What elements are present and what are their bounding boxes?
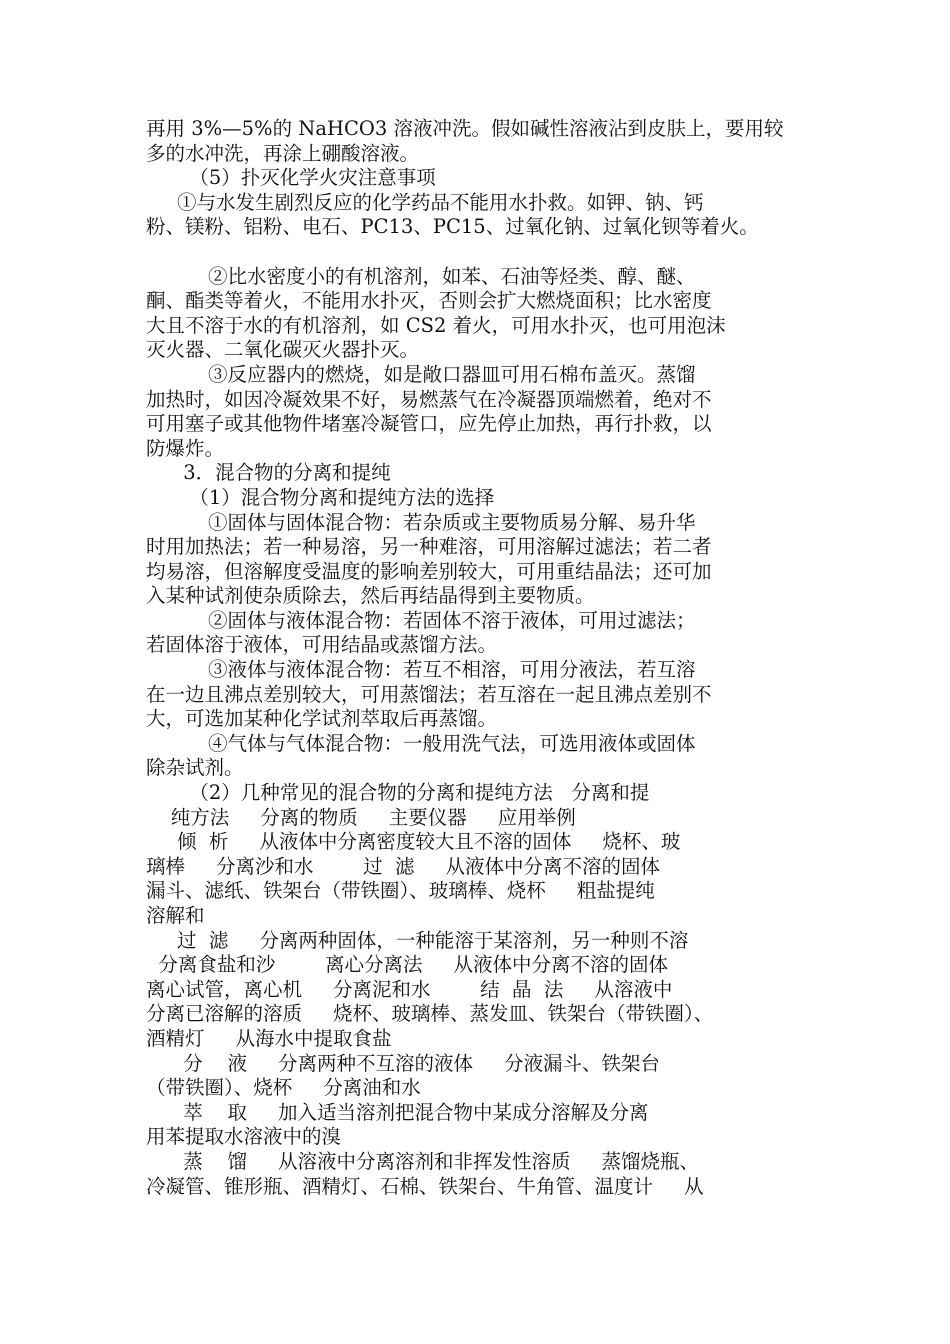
table-text-line: 纯方法 分离的物质 主要仪器 应用举例 bbox=[146, 805, 576, 829]
table-text-line: 冷凝管、锥形瓶、酒精灯、石棉、铁架台、牛角管、温度计 从 bbox=[146, 1174, 704, 1198]
text-line: 可用塞子或其他物件堵塞冷凝管口，应先停止加热，再行扑救，以 bbox=[146, 412, 712, 436]
table-text-line: 离心试管，离心机 分离泥和水 结 晶 法 从溶液中 bbox=[146, 977, 673, 1001]
table-text-line: 蒸 馏 从溶液中分离溶剂和非挥发性溶质 蒸馏烧瓶、 bbox=[146, 1149, 699, 1173]
text-line: 防爆炸。 bbox=[146, 436, 225, 460]
text-line: 大，可选加某种化学试剂萃取后再蒸馏。 bbox=[146, 707, 498, 731]
text-line: ③反应器内的燃烧，如是敞口器皿可用石棉布盖灭。蒸馏 bbox=[146, 362, 696, 386]
text-line: 入某种试剂使杂质除去，然后再结晶得到主要物质。 bbox=[146, 584, 595, 608]
table-text-line: 倾 析 从液体中分离密度较大且不溶的固体 烧杯、玻 bbox=[146, 830, 681, 854]
text-line: 时用加热法；若一种易溶，另一种难溶，可用溶解过滤法；若二者 bbox=[146, 535, 712, 559]
section-heading: （1）混合物分离和提纯方法的选择 bbox=[146, 485, 495, 509]
text-line: ②固体与液体混合物：若固体不溶于液体，可用过滤法； bbox=[146, 608, 696, 632]
section-heading: 3．混合物的分离和提纯 bbox=[146, 461, 391, 485]
table-text-line: 漏斗、滤纸、铁架台（带铁圈）、玻璃棒、烧杯 粗盐提纯 bbox=[146, 879, 655, 903]
table-text-line: （带铁圈）、烧杯 分离油和水 bbox=[146, 1076, 421, 1100]
table-text-line: 分离已溶解的溶质 烧杯、玻璃棒、蒸发皿、铁架台（带铁圈）、 bbox=[146, 1002, 714, 1026]
text-line: 在一边且沸点差别较大，可用蒸馏法；若互溶在一起且沸点差别不 bbox=[146, 682, 712, 706]
text-line: 多的水冲洗，再涂上硼酸溶液。 bbox=[146, 141, 420, 165]
table-text-line: 用苯提取水溶液中的溴 bbox=[146, 1125, 342, 1149]
text-line: ②比水密度小的有机溶剂，如苯、石油等烃类、醇、醚、 bbox=[146, 264, 696, 288]
blank-line bbox=[146, 240, 826, 265]
text-line: 除杂试剂。 bbox=[146, 756, 244, 780]
text-line: ①固体与固体混合物：若杂质或主要物质易分解、易升华 bbox=[146, 510, 696, 534]
table-text-line: 萃 取 加入适当溶剂把混合物中某成分溶解及分离 bbox=[146, 1100, 649, 1124]
text-line: 灭火器、二氧化碳灭火器扑灭。 bbox=[146, 338, 420, 362]
table-text-line: 分 液 分离两种不互溶的液体 分液漏斗、铁架台 bbox=[146, 1051, 660, 1075]
text-line: 酮、酯类等着火，不能用水扑灭，否则会扩大燃烧面积；比水密度 bbox=[146, 289, 712, 313]
section-heading: （5）扑灭化学火灾注意事项 bbox=[146, 166, 436, 190]
text-line: ①与水发生剧烈反应的化学药品不能用水扑救。如钾、钠、钙 bbox=[146, 190, 704, 214]
text-line: ③液体与液体混合物：若互不相溶，可用分液法，若互溶 bbox=[146, 658, 696, 682]
text-line: 再用 3%—5%的 NaHCO3 溶液冲洗。假如碱性溶液沾到皮肤上，要用较 bbox=[146, 117, 784, 140]
document-body bbox=[146, 117, 826, 1199]
table-text-line: 分离食盐和沙 离心分离法 从液体中分离不溶的固体 bbox=[146, 953, 668, 977]
text-line: 粉、镁粉、铝粉、电石、PC13、PC15、过氧化钠、过氧化钡等着火。 bbox=[146, 215, 759, 239]
text-line: 均易溶，但溶解度受温度的影响差别较大，可用重结晶法；还可加 bbox=[146, 559, 712, 583]
text-line: 若固体溶于液体，可用结晶或蒸馏方法。 bbox=[146, 633, 498, 657]
section-heading: （2）几种常见的混合物的分离和提纯方法 分离和提 bbox=[146, 781, 650, 805]
table-text-line: 过 滤 分离两种固体，一种能溶于某溶剂，另一种则不溶 bbox=[146, 928, 689, 952]
text-line: 大且不溶于水的有机溶剂，如 CS2 着火，可用水扑灭，也可用泡沫 bbox=[146, 313, 726, 337]
text-line: 加热时，如因冷凝效果不好，易燃蒸气在冷凝器顶端燃着，绝对不 bbox=[146, 387, 712, 411]
table-text-line: 溶解和 bbox=[146, 904, 205, 927]
table-text-line: 璃棒 分离沙和水 过 滤 从液体中分离不溶的固体 bbox=[146, 854, 660, 878]
text-line: ④气体与气体混合物：一般用洗气法，可选用液体或固体 bbox=[146, 731, 696, 755]
table-text-line: 酒精灯 从海水中提取食盐 bbox=[146, 1026, 392, 1050]
